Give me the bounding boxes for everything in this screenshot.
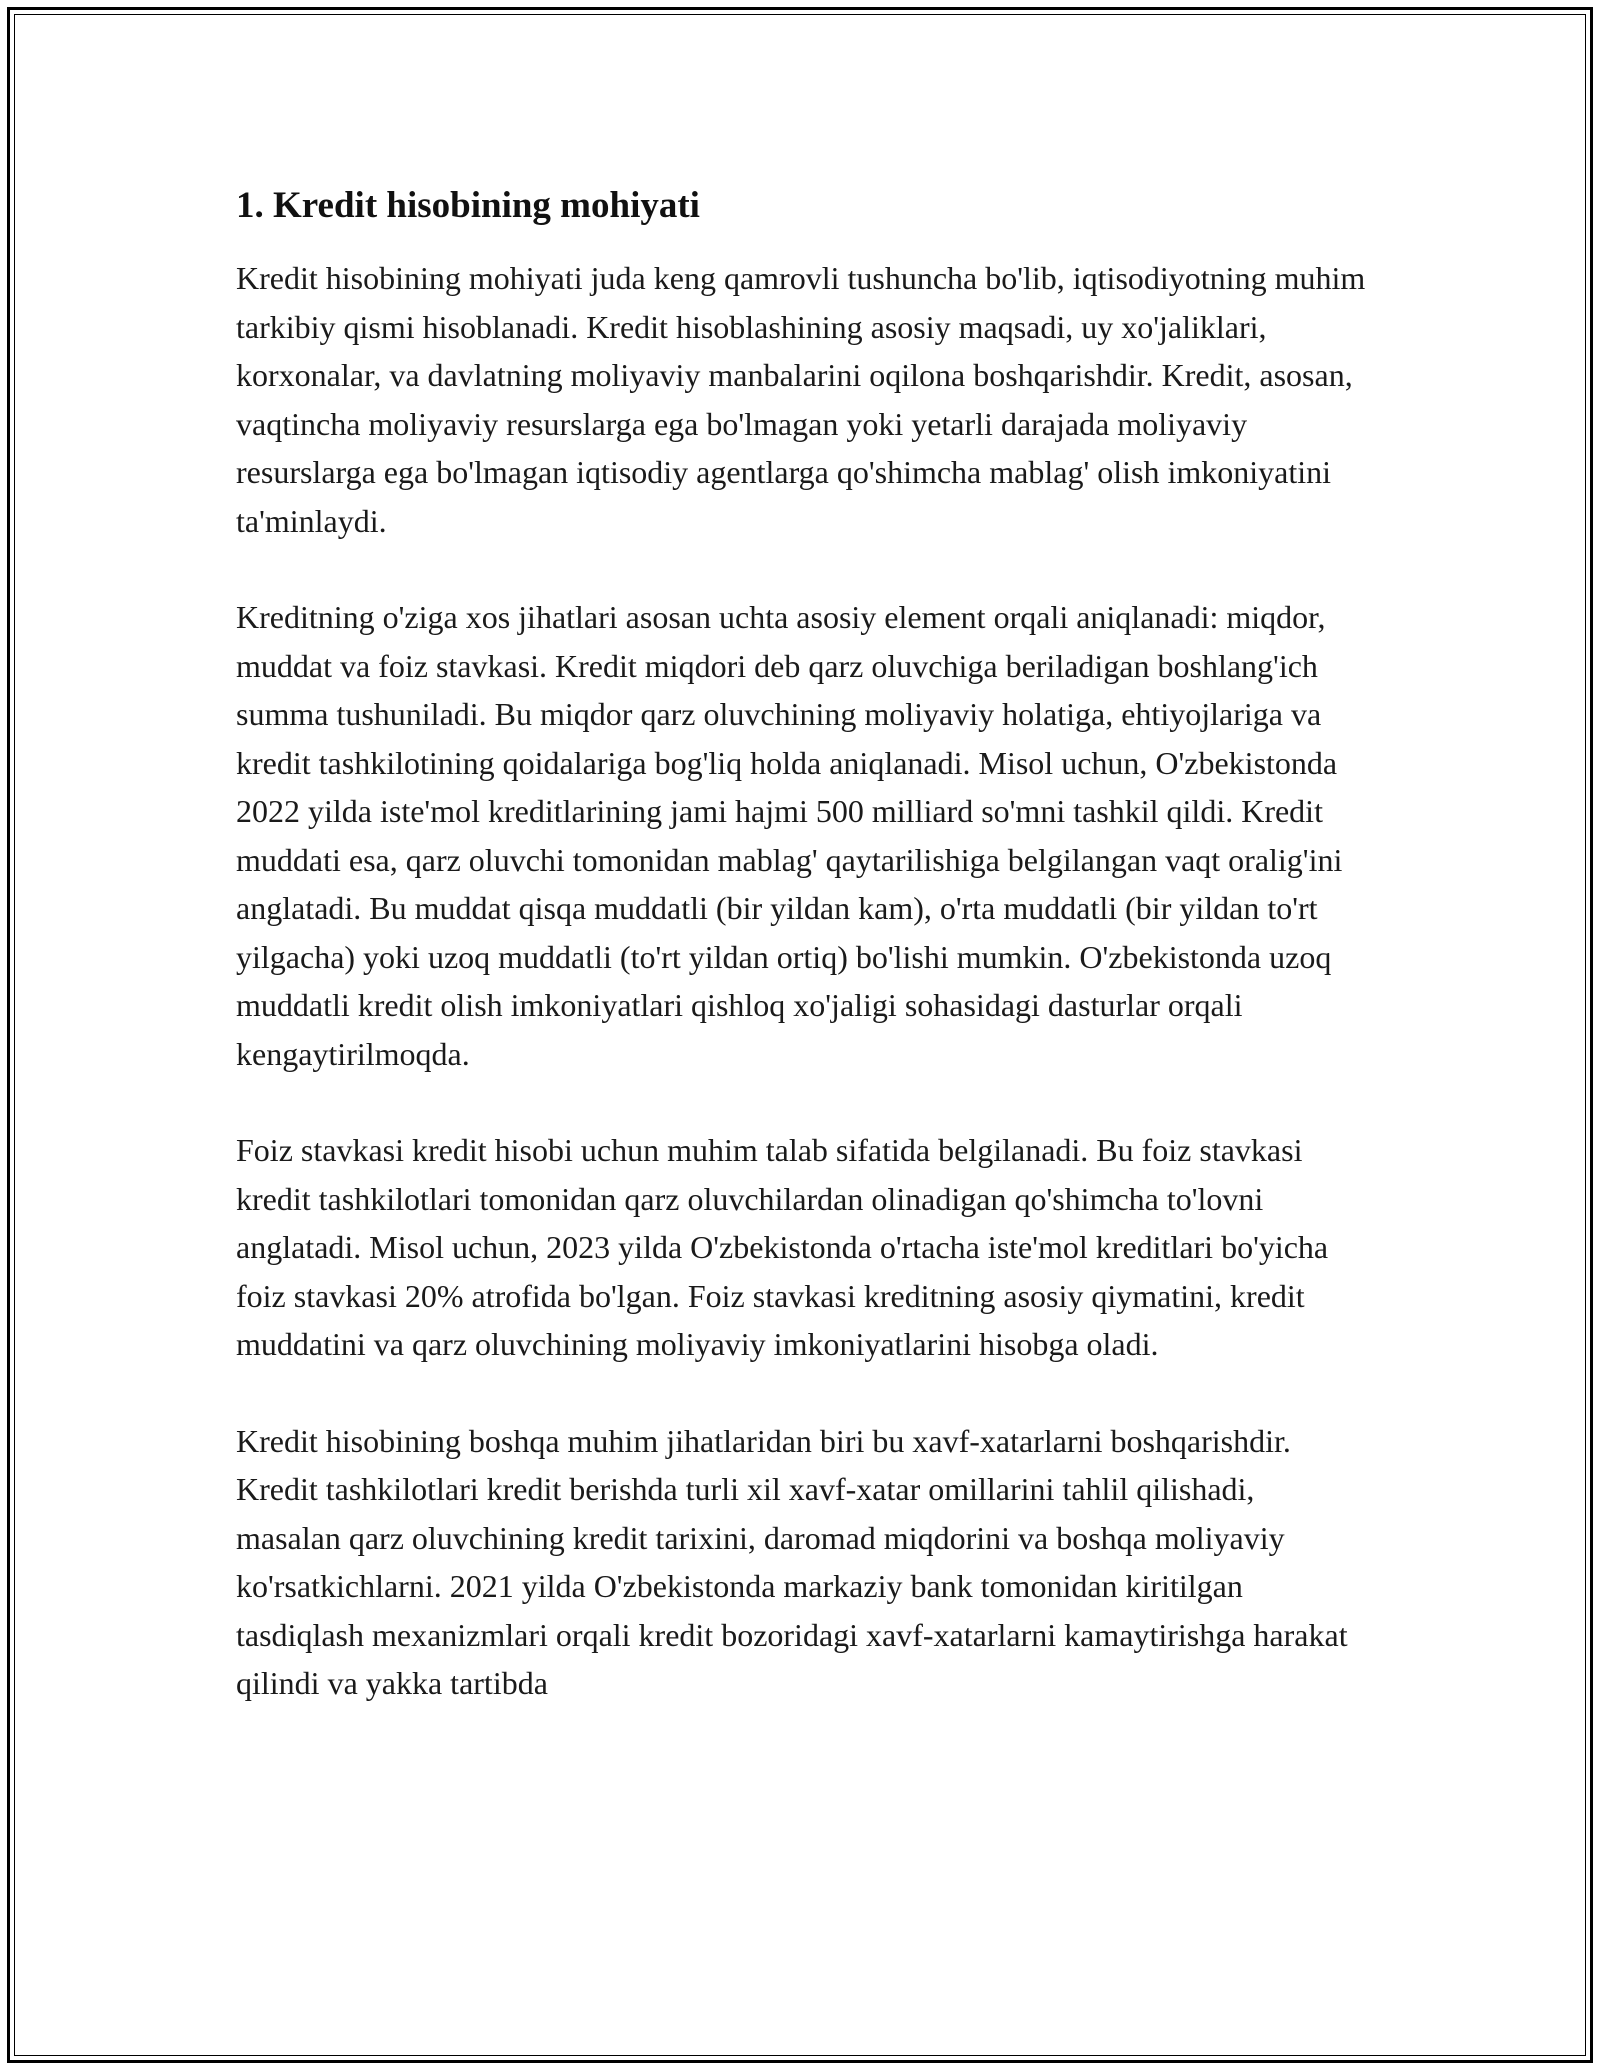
paragraph-interest-rate: Foiz stavkasi kredit hisobi uchun muhim talab sifatida belgilanadi. Bu foiz stavkasi kredit tashkilotlari tomonidan qarz oluvchilardan olinadigan qo'shimcha to'lovni anglatadi. Misol uchun, 2023 yilda O'zbekistonda o'rtacha iste'mol kreditlari bo'yicha foiz stavkasi 20% atrofida bo'lgan. Foiz stavkasi kreditning asosiy qiymatini, kredit muddatini va qarz oluvchining moliyaviy imkoniyatlarini hisobga oladi. [236, 1132, 1329, 1362]
section-title: 1. Kredit hisobining mohiyati [236, 185, 700, 226]
paragraph-credit-elements: Kreditning o'ziga xos jihatlari asosan uchta asosiy element orqali aniqlanadi: miqdor, muddat va foiz stavkasi. Kredit miqdori deb qarz oluvchiga beriladigan boshlang'ich summa tushuniladi. Bu miqdor qarz oluvchining moliyaviy holatiga, ehtiyojlariga va kredit tashkilotining qoidalariga bog'liq holda aniqlanadi. Misol uchun, O'zbekistonda 2022 yilda iste'mol kreditlarining jami hajmi 500 milliard so'mni tashkil qildi. Kredit muddati esa, qarz oluvchi tomonidan mablag' qaytarilishiga belgilangan vaqt oralig'ini anglatadi. Bu muddat qisqa muddatli (bir yildan kam), o'rta muddatli (bir yildan to'rt yilgacha) yoki uzoq muddatli (to'rt yildan ortiq) bo'lishi mumkin. O'zbekistonda uzoq muddatli kredit olish imkoniyatlari qishloq xo'jaligi sohasidagi dasturlar orqali kengaytirilmoqda. [236, 599, 1343, 1072]
paragraph-risk-management: Kredit hisobining boshqa muhim jihatlaridan biri bu xavf-xatarlarni boshqarishdir. Kredit tashkilotlari kredit berishda turli xil xavf-xatar omillarini tahlil qilishadi, masalan qarz oluvchining kredit tarixini, daromad miqdorini va boshqa moliyaviy ko'rsatkichlarni. 2021 yilda O'zbekistonda markaziy bank tomonidan kiritilgan tasdiqlash mexanizmlari orqali kredit bozoridagi xavf-xatarlarni kamaytirishga harakat qilindi va yakka tartibda [236, 1422, 1348, 1701]
document-body [236, 184, 1366, 1756]
paragraph-intro: Kredit hisobining mohiyati juda keng qamrovli tushuncha bo'lib, iqtisodiyotning muhim tarkibiy qismi hisoblanadi. Kredit hisoblashining asosiy maqsadi, uy xo'jaliklari, korxonalar, va davlatning moliyaviy manbalarini oqilona boshqarishdir. Kredit, asosan, vaqtincha moliyaviy resurslarga ega bo'lmagan yoki yetarli darajada moliyaviy resurslarga ega bo'lmagan iqtisodiy agentlarga qo'shimcha mablag' olish imkoniyatini ta'minlaydi. [236, 260, 1366, 539]
